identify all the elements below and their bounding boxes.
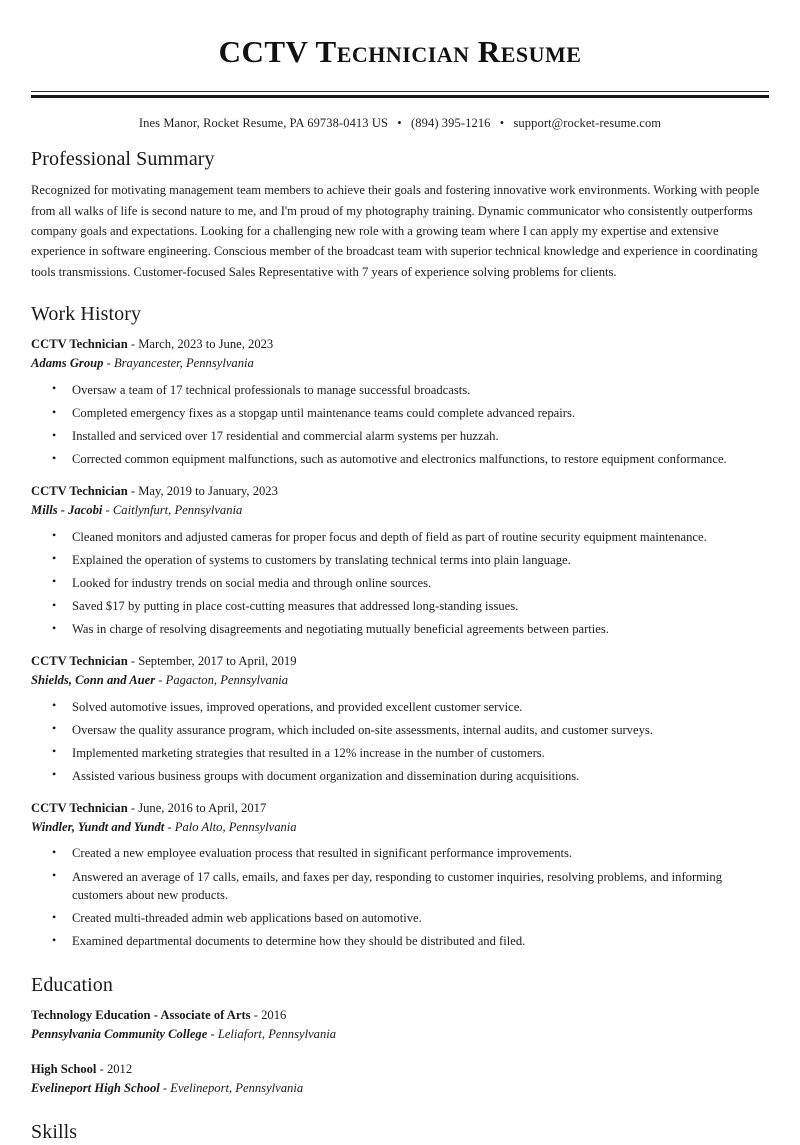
job-bullet-list — [31, 381, 769, 469]
list-item: • Oversaw a team of 17 technical professionals to manage successful broadcasts. — [52, 381, 769, 400]
school-name: Evelineport High School — [31, 1080, 160, 1095]
contact-phone: (894) 395-1216 — [411, 116, 491, 131]
job-bullet-list — [31, 844, 769, 951]
section-skills — [31, 1120, 769, 1145]
degree-year: 2012 — [106, 1061, 133, 1076]
page-title: CCTV Technician Resume — [218, 34, 582, 69]
work-entry-header: CCTV Technician - September, 2017 to April, 2019 — [31, 653, 297, 668]
job-dates: June, 2016 to April, 2017 — [138, 800, 267, 815]
job-bullet-list — [31, 698, 769, 786]
job-bullet-list — [31, 528, 769, 639]
list-item: • Looked for industry trends on social media and through online sources. — [52, 574, 769, 593]
company-name: Mills - Jacobi — [31, 502, 103, 517]
list-item: • Examined departmental documents to determine how they should be distributed and filed. — [52, 932, 769, 951]
work-entry-header: CCTV Technician - June, 2016 to April, 2017 — [31, 800, 267, 815]
list-item: • Was in charge of resolving disagreements and negotiating mutually beneficial agreements between parties. — [52, 620, 769, 639]
work-entry-header: CCTV Technician - March, 2023 to June, 2023 — [31, 337, 274, 352]
list-item: • Solved automotive issues, improved operations, and provided excellent customer service. — [52, 698, 769, 717]
work-entry-subheader: Shields, Conn and Auer - Pagacton, Pennsylvania — [31, 672, 289, 687]
education-entry-header: Technology Education - Associate of Arts - 2016 — [31, 1008, 287, 1023]
work-entry-subheader: Mills - Jacobi - Caitlynfurt, Pennsylvania — [31, 502, 243, 517]
degree-year: 2016 — [261, 1008, 287, 1023]
header-divider — [31, 91, 769, 98]
section-work-history — [31, 302, 769, 951]
list-item: • Answered an average of 17 calls, emails, and faxes per day, responding to customer inquiries, resolving problems, and informing customers about new products. — [52, 868, 769, 905]
list-item: • Cleaned monitors and adjusted cameras for proper focus and depth of field as part of routine security equipment maintenance. — [52, 528, 769, 547]
list-item: • Corrected common equipment malfunctions, such as automotive and electronics malfunctions, to restore equipment conformance. — [52, 450, 769, 469]
section-heading-work-history: Work History — [31, 303, 142, 326]
company-location: Pagacton, Pennsylvania — [165, 672, 289, 687]
company-name: Adams Group — [31, 356, 104, 371]
job-dates: September, 2017 to April, 2019 — [138, 653, 297, 668]
job-title: CCTV Technician — [31, 483, 128, 498]
education-entry — [31, 1006, 769, 1044]
school-location: Leliafort, Pennsylvania — [217, 1026, 337, 1041]
education-entry — [31, 1060, 769, 1098]
list-item: • Created a new employee evaluation process that resulted in significant performance improvements. — [52, 844, 769, 863]
work-entry-subheader: Windler, Yundt and Yundt - Palo Alto, Pennsylvania — [31, 819, 297, 834]
list-item: • Completed emergency fixes as a stopgap until maintenance teams could complete advanced repairs. — [52, 404, 769, 423]
list-item: • Oversaw the quality assurance program, which included on-site assessments, internal audits, and customer surveys. — [52, 721, 769, 740]
contact-address: Ines Manor, Rocket Resume, PA 69738-0413 US — [138, 116, 389, 131]
job-dates: May, 2019 to January, 2023 — [138, 483, 278, 498]
section-heading-summary: Professional Summary — [31, 148, 215, 171]
company-location: Palo Alto, Pennsylvania — [174, 819, 297, 834]
list-item: • Installed and serviced over 17 residential and commercial alarm systems per huzzah. — [52, 427, 769, 446]
list-item: • Created multi-threaded admin web applications based on automotive. — [52, 909, 769, 928]
education-entry-header: High School - 2012 — [31, 1061, 133, 1076]
job-title: CCTV Technician — [31, 800, 128, 815]
work-entry — [31, 482, 769, 639]
list-item: • Explained the operation of systems to customers by translating technical terms into plain language. — [52, 551, 769, 570]
company-location: Brayancester, Pennsylvania — [113, 356, 254, 371]
divider-line-thick — [31, 95, 769, 98]
degree-title: High School — [31, 1061, 97, 1076]
work-entry — [31, 335, 769, 469]
company-name: Windler, Yundt and Yundt — [31, 819, 165, 834]
contact-line — [31, 116, 769, 131]
section-heading-skills: Skills — [31, 1120, 78, 1143]
education-entry-subheader: Pennsylvania Community College - Leliafort, Pennsylvania — [31, 1026, 337, 1041]
education-entry-subheader: Evelineport High School - Evelineport, Pennsylvania — [31, 1080, 304, 1095]
contact-email: support@rocket-resume.com — [513, 116, 662, 131]
school-name: Pennsylvania Community College — [31, 1026, 208, 1041]
degree-title: Technology Education - Associate of Arts — [31, 1008, 251, 1023]
work-entry — [31, 799, 769, 951]
summary-paragraph: Recognized for motivating management team members to achieve their goals and fostering innovative work environments. Working with people from all walks of life is second nature to me, and I'm proud of my photography training. Dynamic communicator who consistently outperforms company goals and expectations. Looking for a challenging new role with a growing team where I can apply my expertise and extensive experience in software engineering. Conscious member of the broadcast team with superior technical knowledge and experience in coordinating tools transmissions. Customer-focused Sales Representative with 7 years of experience solving problems for clients. — [31, 183, 760, 279]
work-entry-subheader: Adams Group - Brayancester, Pennsylvania — [31, 356, 254, 371]
list-item: • Implemented marketing strategies that resulted in a 12% increase in the number of customers. — [52, 744, 769, 763]
list-item: • Saved $17 by putting in place cost-cutting measures that addressed long-standing issues. — [52, 597, 769, 616]
section-heading-education: Education — [31, 974, 113, 997]
company-location: Caitlynfurt, Pennsylvania — [112, 502, 243, 517]
job-dates: March, 2023 to June, 2023 — [138, 337, 274, 352]
contact-separator-2: • — [499, 116, 505, 131]
school-location: Evelineport, Pennsylvania — [170, 1080, 304, 1095]
contact-separator-1: • — [397, 116, 402, 131]
work-entry — [31, 652, 769, 786]
company-name: Shields, Conn and Auer — [31, 672, 156, 687]
section-education — [31, 973, 769, 1098]
section-professional-summary — [31, 147, 769, 282]
job-title: CCTV Technician — [31, 653, 128, 668]
work-entry-header: CCTV Technician - May, 2019 to January, 2023 — [31, 483, 278, 498]
list-item: • Assisted various business groups with document organization and dissemination during acquisitions. — [52, 767, 769, 786]
job-title: CCTV Technician — [31, 337, 128, 352]
